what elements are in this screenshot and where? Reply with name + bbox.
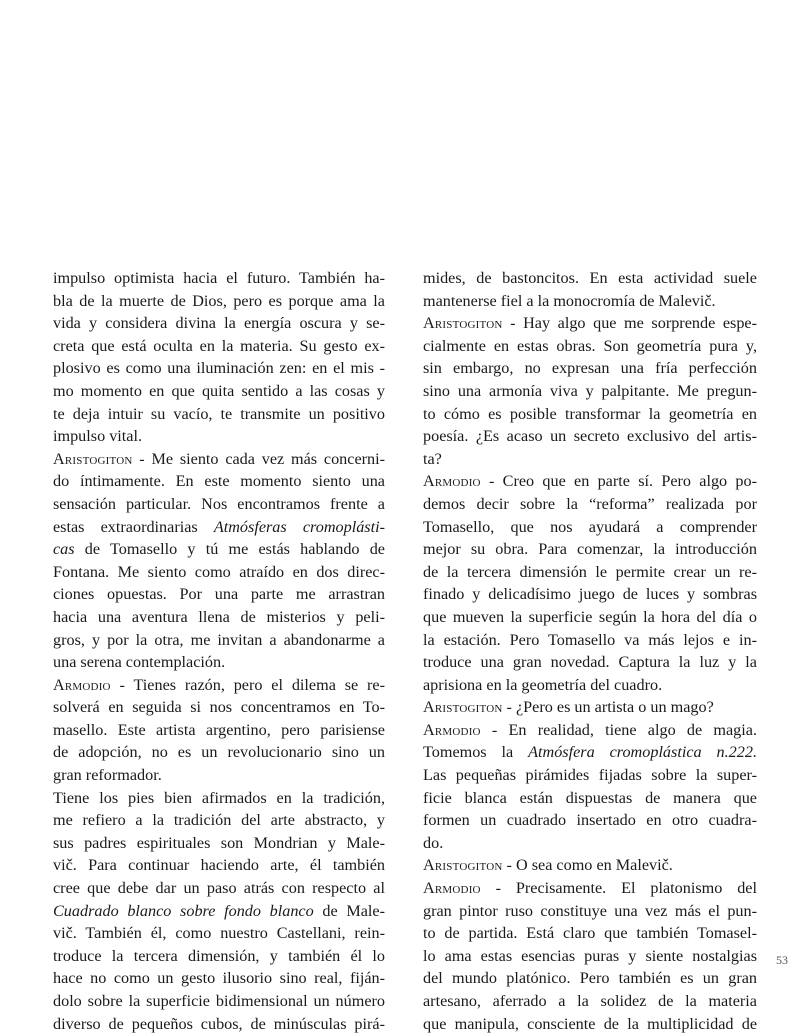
text-run: dolo sobre la superficie bidimensional un número <box>53 992 385 1010</box>
text-line <box>423 470 757 493</box>
text-run: do íntimamente. En este momento siento una <box>53 472 385 491</box>
text-run: bla de la muerte de Dios, pero es porque ama la <box>53 291 385 310</box>
text-line <box>53 945 385 968</box>
text-run: gran pintor ruso constituye una vez más el pun- <box>423 901 757 920</box>
text-line <box>423 583 757 606</box>
text-run: diverso de pequeños cubos, de minúsculas pirá- <box>53 1014 385 1033</box>
text-line <box>53 832 385 855</box>
text-run: sus padres espirituales son Mondrian y Male- <box>53 833 385 852</box>
text-run: to cómo es posible transformar la geometría en <box>423 404 757 423</box>
text-line <box>423 719 757 742</box>
text-run: - Hay algo que me sorprende espe- <box>502 314 757 333</box>
text-run: que manipula, consciente de la multiplicidad de <box>423 1014 757 1033</box>
text-line <box>53 967 385 990</box>
text-run: vič. También él, como nuestro Castellani, rein- <box>53 924 385 943</box>
text-run: plosivo es como una iluminación zen: en el mis - <box>53 359 385 378</box>
text-line <box>423 1013 757 1035</box>
speaker-name: Armodio <box>53 675 111 694</box>
text-run: to de partida. Está claro que también Tomasel- <box>423 924 757 943</box>
text-run: te deja intuir su vacío, te transmite un positivo <box>53 404 385 423</box>
text-run: la estación. Pero Tomasello va más lejos e in- <box>423 630 757 649</box>
text-run: ciones opuestas. Por una parte me arrastran <box>53 585 385 604</box>
right-text-column <box>423 267 757 1035</box>
text-line <box>53 741 385 764</box>
text-line <box>53 674 385 697</box>
text-run: masello. Este artista argentino, pero parisiense <box>53 720 385 739</box>
emphasis-text: Atmósferas cromoplásti- <box>213 517 385 536</box>
speaker-name: Aristogiton <box>53 449 133 468</box>
text-line <box>53 561 385 584</box>
text-run: hacia una aventura llena de misterios y peli- <box>53 607 385 626</box>
text-run: una serena contemplación. <box>53 653 226 672</box>
text-line <box>53 335 385 358</box>
text-run: cree que debe dar un paso atrás con respecto al <box>53 879 385 898</box>
text-line <box>423 357 757 380</box>
text-run: Tomemos la <box>423 743 529 762</box>
speaker-name: Armodio <box>423 720 481 739</box>
text-run: mo momento en que quita sentido a las cosas y <box>53 381 385 400</box>
text-run: poesía. ¿Es acaso un secreto exclusivo del artis- <box>423 427 757 446</box>
text-line <box>53 809 385 832</box>
text-run: de Male- <box>313 901 385 920</box>
text-run: - O sea como en Malevič. <box>502 856 673 875</box>
text-run: - En realidad, tiene algo de magia. <box>480 720 757 739</box>
text-line <box>423 741 757 764</box>
text-line <box>53 877 385 900</box>
text-line <box>53 854 385 877</box>
text-line <box>423 538 757 561</box>
text-run: de Tomasello y tú me estás hablando de <box>74 540 385 559</box>
text-run: - Tienes razón, pero el dilema se re- <box>110 675 385 694</box>
text-line <box>53 719 385 742</box>
text-line <box>53 448 385 471</box>
text-run: - Me siento cada vez más concerni- <box>132 449 385 468</box>
text-run: do. <box>423 833 444 852</box>
emphasis-text: cas <box>53 540 75 559</box>
page-number: 53 <box>776 953 788 967</box>
text-line <box>53 900 385 923</box>
text-run: Las pequeñas pirámides fijadas sobre la super- <box>423 766 757 785</box>
text-line <box>423 335 757 358</box>
text-run: creta que está oculta en la materia. Su gesto ex- <box>53 336 385 355</box>
text-run: troduce una gran novedad. Captura la luz y la <box>423 653 757 672</box>
text-line <box>53 290 385 313</box>
text-run: artesano, aferrado a la solidez de la materia <box>423 992 757 1010</box>
text-line <box>423 516 757 539</box>
text-line <box>423 403 757 426</box>
text-run: aprisiona en la geometría del cuadro. <box>423 675 663 694</box>
text-run: que mueven la superficie según la hora del día o <box>423 607 757 626</box>
text-line <box>423 854 757 877</box>
text-run: impulso vital. <box>53 427 143 446</box>
text-line <box>53 764 385 787</box>
text-line <box>423 312 757 335</box>
text-line <box>423 629 757 652</box>
text-line <box>53 403 385 426</box>
text-line <box>53 606 385 629</box>
text-line <box>423 425 757 448</box>
speaker-name: Armodio <box>423 879 481 898</box>
text-run: cialmente en estas obras. Son geometría pura y, <box>423 336 757 355</box>
text-line <box>53 357 385 380</box>
text-run: ficie blanca están dispuestas de manera que <box>423 788 757 807</box>
text-line <box>53 583 385 606</box>
text-line <box>423 832 757 855</box>
text-line <box>53 380 385 403</box>
text-line <box>423 696 757 719</box>
text-line <box>53 629 385 652</box>
speaker-name: Aristogiton <box>423 314 503 333</box>
text-line <box>423 651 757 674</box>
text-run: estas extraordinarias <box>53 517 214 536</box>
text-run: Tomasello, que nos ayudará a comprender <box>423 517 757 536</box>
text-run: finado y delicadísimo juego de luces y sombras <box>423 585 757 604</box>
text-run: sino una armonía viva y palpitante. Me pregun- <box>423 381 757 400</box>
text-run: me refiero a la tradición del arte abstracto, y <box>53 811 385 830</box>
text-line <box>423 606 757 629</box>
text-run: sin embargo, no expresan una fría perfección <box>423 359 757 378</box>
text-line <box>423 561 757 584</box>
text-line <box>423 493 757 516</box>
left-text-column <box>53 267 385 1035</box>
text-line <box>423 380 757 403</box>
text-line <box>53 1013 385 1035</box>
text-run: troduce la tercera dimensión, y también él lo <box>53 946 385 965</box>
text-line <box>423 448 757 471</box>
text-run: mides, de bastoncitos. En esta actividad suele <box>423 269 757 287</box>
text-run: - Precisamente. El platonismo del <box>480 879 757 898</box>
text-run: del mundo platónico. Pero también es un gran <box>423 969 757 988</box>
text-line <box>53 470 385 493</box>
text-line <box>423 809 757 832</box>
text-run: demos decir sobre la “reforma” realizada por <box>423 494 757 513</box>
text-line <box>423 787 757 810</box>
text-line <box>53 516 385 539</box>
text-run: formen un cuadrado insertado en otro cuadra- <box>423 811 757 830</box>
text-line <box>423 674 757 697</box>
text-line <box>53 990 385 1013</box>
text-line <box>423 967 757 990</box>
text-line <box>423 922 757 945</box>
speaker-name: Armodio <box>423 472 481 491</box>
text-run: solverá en seguida si nos concentramos en To- <box>53 698 385 717</box>
text-run: lo ama estas esencias puras y siente nostalgias <box>423 946 757 965</box>
text-run: mejor su obra. Para comenzar, la introducción <box>423 540 757 559</box>
text-run: de adopción, no es un revolucionario sino un <box>53 743 385 762</box>
text-line <box>53 538 385 561</box>
text-run: hace no como un gesto ilusorio sino real, fiján- <box>53 969 385 988</box>
text-line <box>53 267 385 290</box>
text-run: - ¿Pero es un artista o un mago? <box>502 698 714 717</box>
text-line <box>53 787 385 810</box>
text-run: ta? <box>423 449 442 468</box>
text-run: - Creo que en parte sí. Pero algo po- <box>480 472 757 491</box>
emphasis-text: Cuadrado blanco sobre fondo blanco <box>53 901 314 920</box>
text-line <box>423 900 757 923</box>
text-line <box>423 990 757 1013</box>
speaker-name: Aristogiton <box>423 856 503 875</box>
text-run: Tiene los pies bien afirmados en la tradición, <box>53 788 385 807</box>
text-line <box>53 493 385 516</box>
text-run: de la tercera dimensión le permite crear un re- <box>423 562 757 581</box>
text-run: mantenerse fiel a la monocromía de Malevič. <box>423 291 716 310</box>
text-line <box>423 764 757 787</box>
text-line <box>423 945 757 968</box>
text-line <box>423 290 757 313</box>
text-line <box>53 922 385 945</box>
text-line <box>423 267 757 290</box>
text-line <box>53 425 385 448</box>
speaker-name: Aristogiton <box>423 698 503 717</box>
text-run: impulso optimista hacia el futuro. También ha- <box>53 269 385 287</box>
text-line <box>53 696 385 719</box>
emphasis-text: Atmósfera cromoplástica n.222. <box>528 743 757 762</box>
text-run: gros, y por la otra, me invitan a abandonarme a <box>53 630 385 649</box>
text-run: gran reformador. <box>53 766 162 785</box>
text-run: vida y considera divina la energía oscura y se- <box>53 314 385 333</box>
text-run: sensación particular. Nos encontramos frente a <box>53 494 385 513</box>
text-run: vič. Para continuar haciendo arte, él también <box>53 856 385 875</box>
text-line <box>53 651 385 674</box>
text-run: Fontana. Me siento como atraído en dos direc- <box>53 562 385 581</box>
text-line <box>53 312 385 335</box>
text-line <box>423 877 757 900</box>
